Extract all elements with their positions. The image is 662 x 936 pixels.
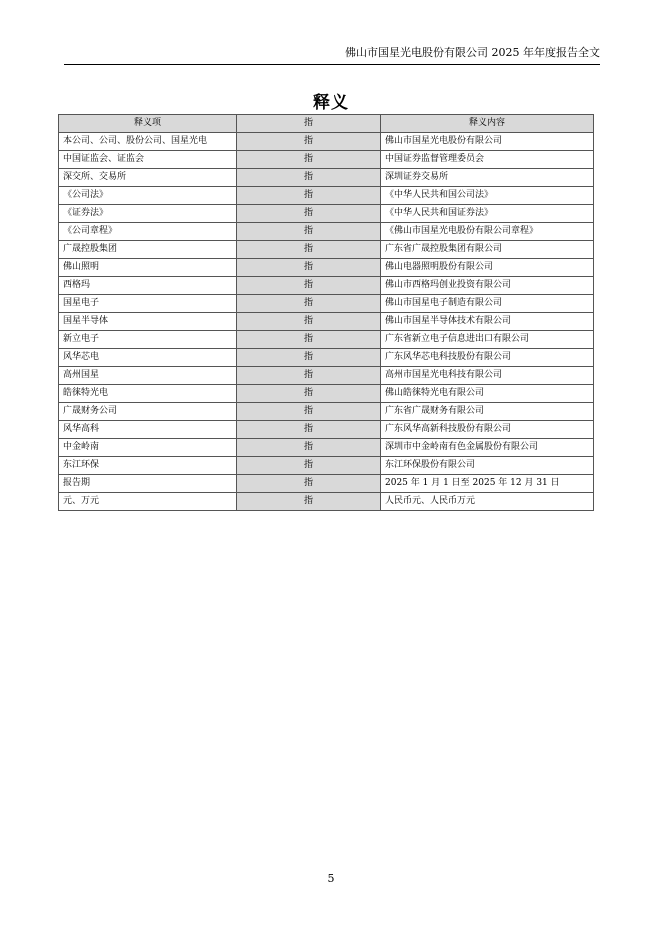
meaning-cell: 《中华人民共和国公司法》 <box>381 187 594 205</box>
refers-cell: 指 <box>237 457 381 475</box>
table-body <box>59 133 594 511</box>
meaning-cell: 广东省广晟控股集团有限公司 <box>381 241 594 259</box>
meaning-cell: 深圳市中金岭南有色金属股份有限公司 <box>381 439 594 457</box>
meaning-cell: 佛山市国星光电股份有限公司 <box>381 133 594 151</box>
meaning-cell: 广东风华高新科技股份有限公司 <box>381 421 594 439</box>
meaning-cell: 广东省新立电子信息进出口有限公司 <box>381 331 594 349</box>
table-row <box>59 493 594 511</box>
meaning-cell: 高州市国星光电科技有限公司 <box>381 367 594 385</box>
refers-cell: 指 <box>237 277 381 295</box>
meaning-cell: 佛山皓徕特光电有限公司 <box>381 385 594 403</box>
term-cell: 新立电子 <box>59 331 237 349</box>
table-row <box>59 457 594 475</box>
meaning-cell: 广东省广晟财务有限公司 <box>381 403 594 421</box>
meaning-cell: 东江环保股份有限公司 <box>381 457 594 475</box>
refers-cell: 指 <box>237 295 381 313</box>
table-row <box>59 133 594 151</box>
term-cell: 高州国星 <box>59 367 237 385</box>
refers-cell: 指 <box>237 223 381 241</box>
term-cell: 皓徕特光电 <box>59 385 237 403</box>
refers-cell: 指 <box>237 421 381 439</box>
meaning-cell: 佛山市国星电子制造有限公司 <box>381 295 594 313</box>
meaning-cell: 深圳证券交易所 <box>381 169 594 187</box>
term-cell: 广晟财务公司 <box>59 403 237 421</box>
table-row <box>59 151 594 169</box>
refers-cell: 指 <box>237 439 381 457</box>
refers-cell: 指 <box>237 241 381 259</box>
term-cell: 广晟控股集团 <box>59 241 237 259</box>
header-meaning: 释义内容 <box>381 115 594 133</box>
term-cell: 西格玛 <box>59 277 237 295</box>
table-row <box>59 421 594 439</box>
refers-cell: 指 <box>237 493 381 511</box>
meaning-cell: 《佛山市国星光电股份有限公司章程》 <box>381 223 594 241</box>
table-row <box>59 313 594 331</box>
table-header-row <box>59 115 594 133</box>
definitions-table <box>58 114 594 511</box>
meaning-cell: 佛山电器照明股份有限公司 <box>381 259 594 277</box>
refers-cell: 指 <box>237 349 381 367</box>
table-row <box>59 169 594 187</box>
page-title: 释义 <box>313 93 349 113</box>
refers-cell: 指 <box>237 331 381 349</box>
table-row <box>59 223 594 241</box>
term-cell: 国星半导体 <box>59 313 237 331</box>
refers-cell: 指 <box>237 385 381 403</box>
term-cell: 《公司章程》 <box>59 223 237 241</box>
table-row <box>59 403 594 421</box>
term-cell: 元、万元 <box>59 493 237 511</box>
refers-cell: 指 <box>237 151 381 169</box>
header-refers: 指 <box>237 115 381 133</box>
table-row <box>59 385 594 403</box>
term-cell: 中国证监会、证监会 <box>59 151 237 169</box>
term-cell: 深交所、交易所 <box>59 169 237 187</box>
header-term: 释义项 <box>59 115 237 133</box>
table-row <box>59 439 594 457</box>
term-cell: 《证券法》 <box>59 205 237 223</box>
table-row <box>59 259 594 277</box>
table-row <box>59 277 594 295</box>
refers-cell: 指 <box>237 403 381 421</box>
refers-cell: 指 <box>237 169 381 187</box>
table-row <box>59 205 594 223</box>
meaning-cell: 2025 年 1 月 1 日至 2025 年 12 月 31 日 <box>381 475 594 493</box>
refers-cell: 指 <box>237 475 381 493</box>
refers-cell: 指 <box>237 133 381 151</box>
refers-cell: 指 <box>237 259 381 277</box>
meaning-cell: 佛山市西格玛创业投资有限公司 <box>381 277 594 295</box>
table-row <box>59 241 594 259</box>
meaning-cell: 广东风华芯电科技股份有限公司 <box>381 349 594 367</box>
term-cell: 本公司、公司、股份公司、国星光电 <box>59 133 237 151</box>
term-cell: 风华高科 <box>59 421 237 439</box>
table-row <box>59 187 594 205</box>
table-row <box>59 349 594 367</box>
table-row <box>59 331 594 349</box>
header-text: 佛山市国星光电股份有限公司 2025 年年度报告全文 <box>345 46 600 59</box>
term-cell: 风华芯电 <box>59 349 237 367</box>
refers-cell: 指 <box>237 205 381 223</box>
term-cell: 佛山照明 <box>59 259 237 277</box>
meaning-cell: 《中华人民共和国证券法》 <box>381 205 594 223</box>
term-cell: 国星电子 <box>59 295 237 313</box>
meaning-cell: 人民币元、人民币万元 <box>381 493 594 511</box>
table-row <box>59 295 594 313</box>
page-header <box>64 46 600 65</box>
meaning-cell: 中国证券监督管理委员会 <box>381 151 594 169</box>
table-row <box>59 367 594 385</box>
meaning-cell: 佛山市国星半导体技术有限公司 <box>381 313 594 331</box>
table-row <box>59 475 594 493</box>
term-cell: 报告期 <box>59 475 237 493</box>
term-cell: 《公司法》 <box>59 187 237 205</box>
refers-cell: 指 <box>237 313 381 331</box>
page-number: 5 <box>327 872 335 885</box>
refers-cell: 指 <box>237 187 381 205</box>
refers-cell: 指 <box>237 367 381 385</box>
term-cell: 中金岭南 <box>59 439 237 457</box>
term-cell: 东江环保 <box>59 457 237 475</box>
